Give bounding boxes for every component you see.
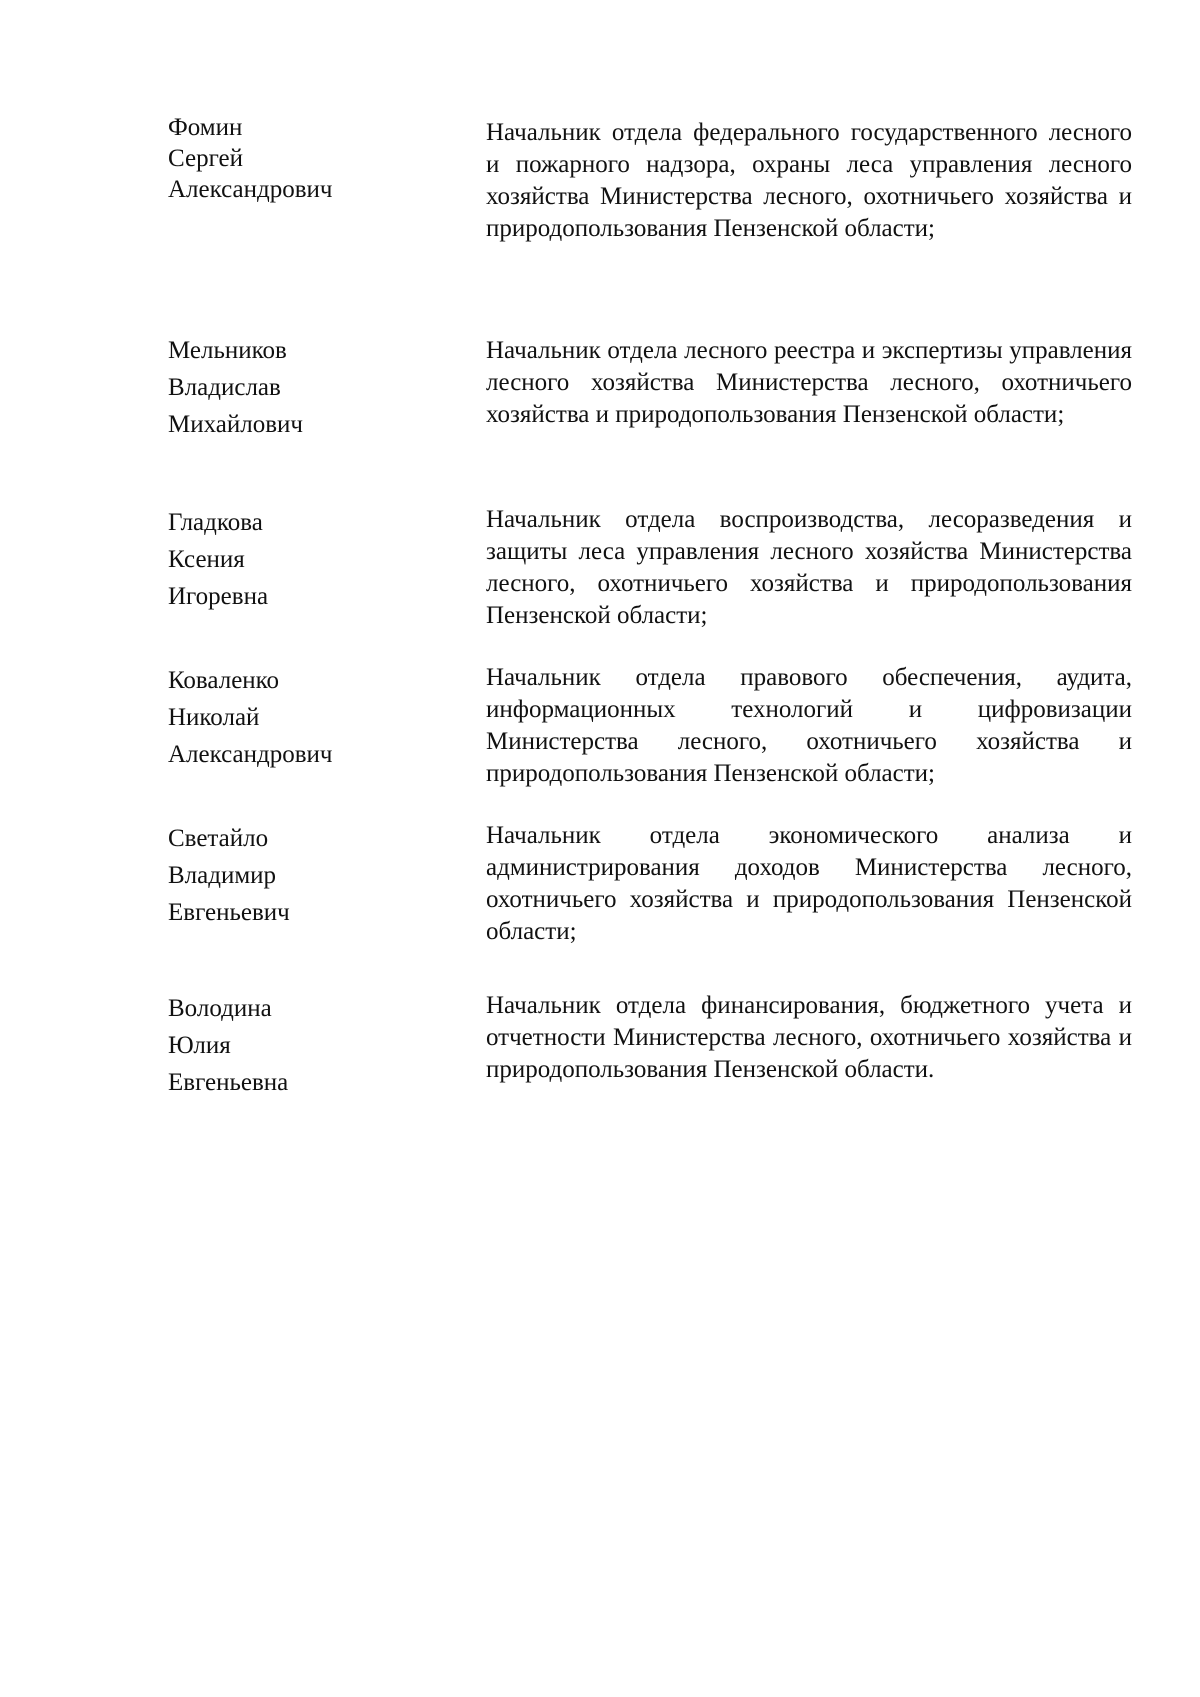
person-position: Начальник отдела лесного реестра и экспертизы управления лесного хозяйства Министерства лесного, охотничьего хозяйства и природопользования Пензенской области; xyxy=(486,337,1132,428)
person-position: Начальник отдела воспроизводства, лесоразведения и защиты леса управления лесного хозяйства Министерства лесного, охотничьего хозяйства и природопользования Пензенской области; xyxy=(486,506,1132,629)
person-position: Начальник отдела правового обеспечения, аудита, информационных технологий и цифровизации Министерства лесного, охотничьего хозяйства и природопользования Пензенской области; xyxy=(486,664,1132,787)
person-surname: Коваленко xyxy=(168,667,280,694)
person-surname: Фомин xyxy=(168,114,243,141)
person-surname: Мельников xyxy=(168,337,287,364)
person-name-block xyxy=(168,662,458,773)
person-patronymic: Игоревна xyxy=(168,583,269,610)
person-first-name: Ксения xyxy=(168,546,245,573)
person-first-name: Владимир xyxy=(168,862,277,889)
person-name-block xyxy=(168,332,458,443)
person-patronymic: Михайлович xyxy=(168,411,303,438)
person-first-name: Юлия xyxy=(168,1032,231,1059)
person-first-name: Владислав xyxy=(168,374,281,401)
person-name-block xyxy=(168,990,458,1101)
person-position: Начальник отдела финансирования, бюджетного учета и отчетности Министерства лесного, охотничьего хозяйства и природопользования Пензенской области. xyxy=(486,992,1132,1083)
person-name-block xyxy=(168,820,458,931)
person-name-block xyxy=(168,112,458,205)
person-patronymic: Александрович xyxy=(168,741,333,768)
person-surname: Володина xyxy=(168,995,272,1022)
person-surname: Гладкова xyxy=(168,509,263,536)
person-first-name: Сергей xyxy=(168,145,243,172)
person-patronymic: Евгеньевич xyxy=(168,899,290,926)
person-position: Начальник отдела федерального государственного лесного и пожарного надзора, охраны леса управления лесного хозяйства Министерства лесного, охотничьего хозяйства и природопользования Пензенской области; xyxy=(486,119,1132,242)
person-first-name: Николай xyxy=(168,704,260,731)
person-patronymic: Александрович xyxy=(168,176,333,203)
person-name-block xyxy=(168,504,458,615)
person-patronymic: Евгеньевна xyxy=(168,1069,289,1096)
person-surname: Светайло xyxy=(168,825,269,852)
person-position: Начальник отдела экономического анализа и администрирования доходов Министерства лесного, охотничьего хозяйства и природопользования Пензенской области; xyxy=(486,822,1132,945)
